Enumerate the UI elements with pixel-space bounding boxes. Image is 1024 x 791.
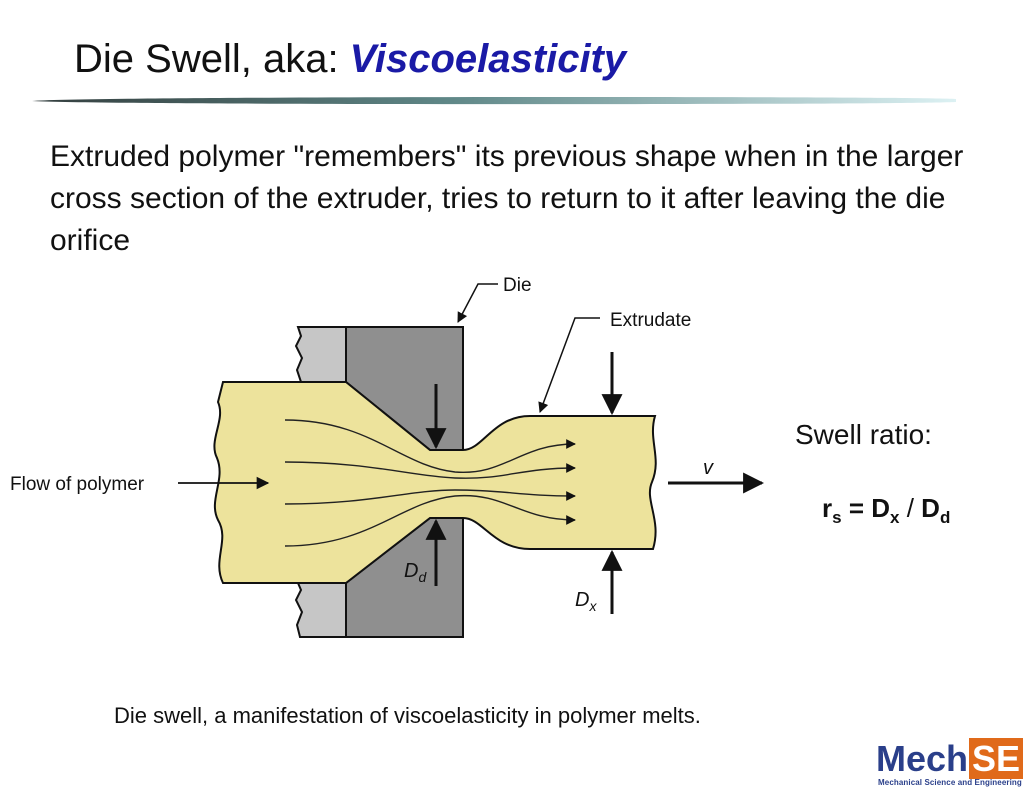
dd-label-sub: d: [418, 569, 427, 585]
logo-subtitle: Mechanical Science and Engineering: [878, 778, 1022, 787]
formula-r-sub: s: [832, 508, 842, 527]
title-divider: [32, 96, 956, 105]
formula-dx-sub: x: [890, 508, 900, 527]
slide-title: [74, 34, 626, 84]
dx-label-sub: x: [589, 598, 597, 614]
logo-se: SE: [969, 738, 1023, 779]
die-leader: [458, 284, 498, 322]
swell-ratio-formula: [822, 488, 950, 538]
logo-wordmark: [876, 740, 1023, 778]
formula-dd-sub: d: [939, 508, 951, 527]
mechse-logo: [876, 740, 1024, 791]
title-accent: Viscoelasticity: [349, 37, 627, 81]
dx-label: [575, 589, 597, 614]
die-outer-top: [296, 327, 346, 382]
body-paragraph: Extruded polymer "remembers" its previous shape when in the larger cross section of the extruder, tries to return to it after leaving the die orifice: [50, 140, 964, 257]
flow-label: Flow of polymer: [10, 474, 145, 495]
die-outer-bottom: [296, 583, 346, 637]
extrudate-leader: [540, 318, 600, 412]
velocity-label: v: [703, 457, 713, 479]
formula-dd: D: [921, 493, 940, 523]
dx-label-main: D: [575, 589, 590, 611]
die-swell-diagram: [0, 270, 780, 650]
formula-slash: /: [899, 493, 922, 523]
swell-ratio-label: Swell ratio:: [795, 419, 932, 450]
dd-label-main: D: [404, 560, 419, 582]
die-label: Die: [503, 275, 532, 296]
extrudate-label: Extrudate: [610, 310, 692, 331]
title-main: Die Swell, aka:: [74, 37, 350, 81]
figure-caption: Die swell, a manifestation of viscoelasticity in polymer melts.: [114, 703, 701, 728]
formula-equals: =: [841, 493, 872, 523]
logo-mech: Mech: [876, 738, 969, 779]
formula-dx: D: [871, 493, 891, 523]
formula-r: r: [822, 493, 833, 523]
